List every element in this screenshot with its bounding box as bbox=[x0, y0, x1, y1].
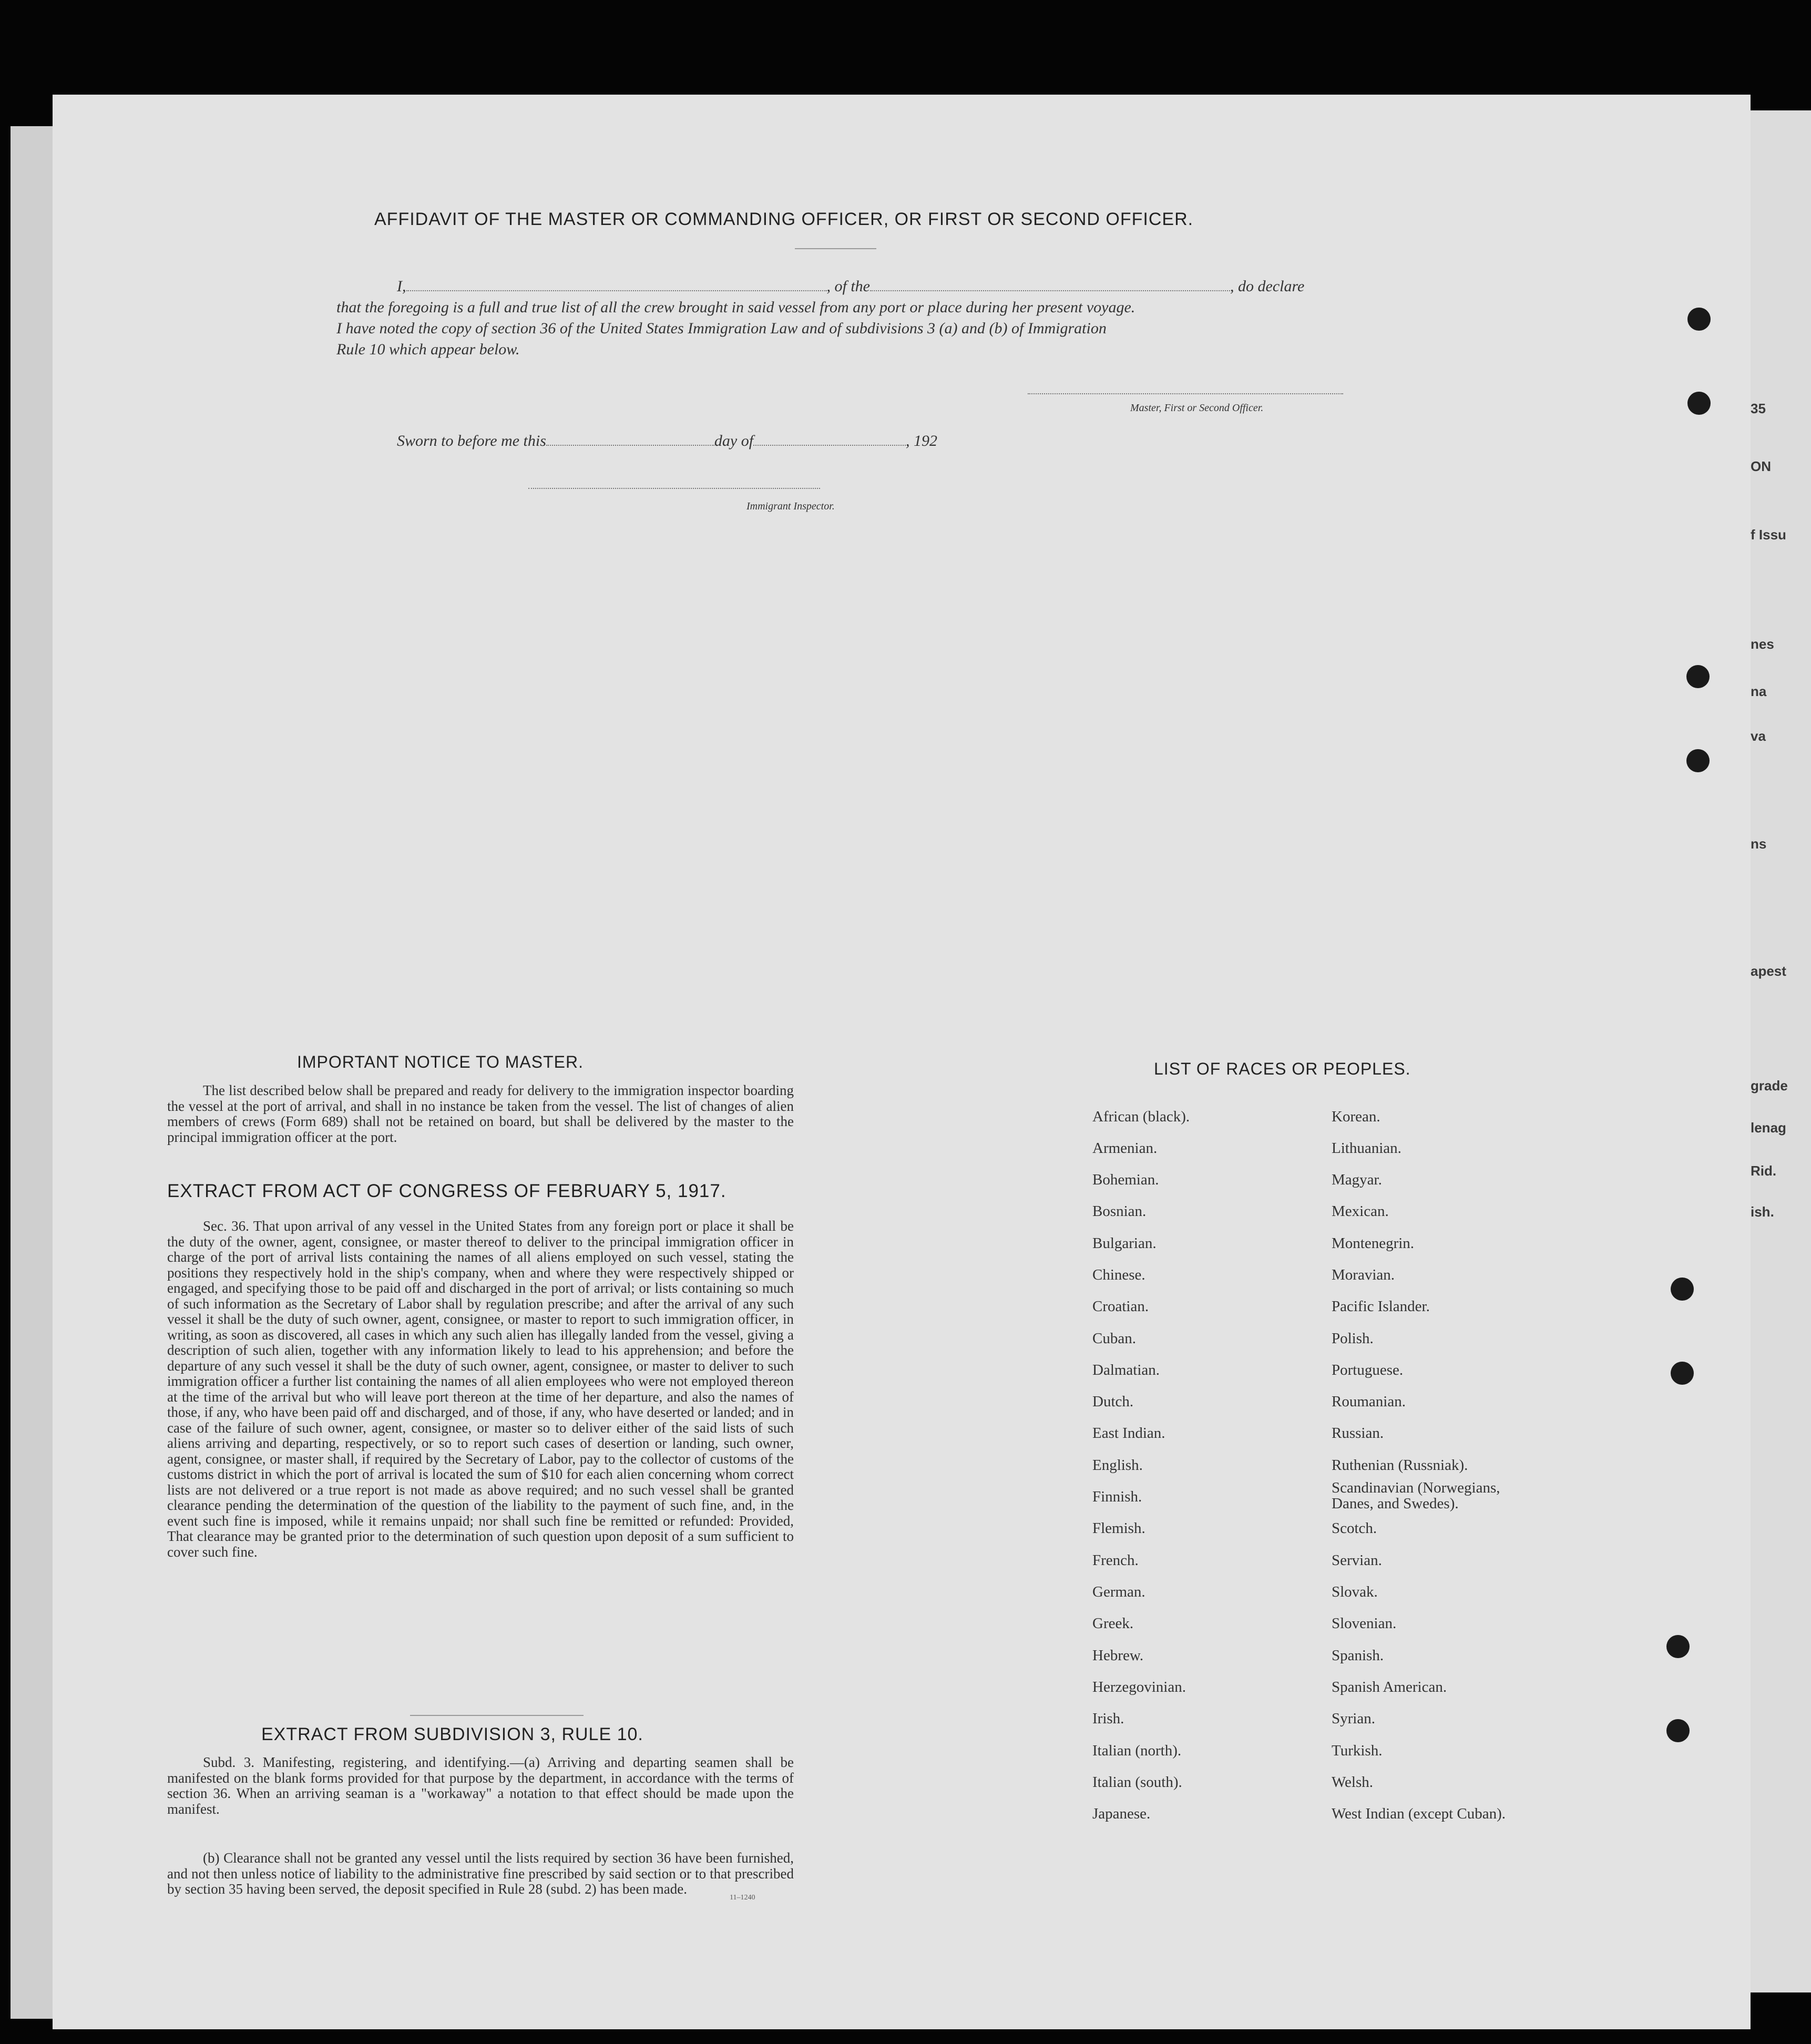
race-item: Spanish. bbox=[1332, 1647, 1384, 1664]
divider bbox=[795, 248, 876, 249]
affidavit-declare: , do declare bbox=[1230, 278, 1305, 295]
underlying-text: ns bbox=[1751, 836, 1767, 852]
left-underlying-sheet bbox=[11, 126, 55, 2019]
race-item: East Indian. bbox=[1092, 1425, 1165, 1442]
form-code: 11–1240 bbox=[730, 1894, 755, 1902]
divider bbox=[410, 1715, 584, 1716]
notice-title: IMPORTANT NOTICE TO MASTER. bbox=[297, 1052, 584, 1071]
race-item: Polish. bbox=[1332, 1330, 1374, 1347]
race-item: African (black). bbox=[1092, 1108, 1190, 1125]
underlying-text: 35 bbox=[1751, 401, 1766, 416]
affidavit-i: I, bbox=[397, 278, 406, 295]
race-item: Montenegrin. bbox=[1332, 1235, 1415, 1252]
punch-hole bbox=[1686, 665, 1710, 688]
race-item: Spanish American. bbox=[1332, 1679, 1447, 1695]
race-item: German. bbox=[1092, 1583, 1145, 1600]
race-item: Bohemian. bbox=[1092, 1171, 1159, 1188]
notice-text: The list described below shall be prepared and ready for delivery to the immigration inspector boarding the vessel at the port of arrival, and shall in no instance be taken from the vessel. The list of changes of alien members of crews (Form 689) shall not be retained on board, but shall be delivered by the master to the principal immigration officer at the port. bbox=[167, 1082, 794, 1145]
affidavit-line3: I have noted the copy of section 36 of the United States Immigration Law and of subdivisions 3 (a) and (b) of Immigration bbox=[336, 320, 1107, 337]
inspector-signature-line[interactable] bbox=[528, 488, 820, 489]
race-item: Servian. bbox=[1332, 1552, 1382, 1569]
underlying-text: Rid. bbox=[1751, 1163, 1777, 1179]
race-item: Portuguese. bbox=[1332, 1362, 1404, 1378]
underlying-text: grade bbox=[1751, 1078, 1788, 1093]
underlying-text: va bbox=[1751, 728, 1766, 744]
race-item: Irish. bbox=[1092, 1710, 1124, 1727]
race-item: Croatian. bbox=[1092, 1298, 1149, 1315]
extract-rule-text-a: Subd. 3. Manifesting, registering, and identifying.—(a) Arriving and departing seamen shall be manifested on the blank forms provided for that purpose by the department, in accordance with the terms of section 36. When an arriving seaman is a "workaway" a notation to that effect should be made upon the manifest. bbox=[167, 1754, 794, 1817]
race-item: Syrian. bbox=[1332, 1710, 1375, 1727]
race-item: Cuban. bbox=[1092, 1330, 1136, 1347]
punch-hole bbox=[1666, 1719, 1690, 1742]
punch-hole bbox=[1671, 1362, 1694, 1385]
affidavit-line1 bbox=[397, 278, 1304, 295]
race-item: Bosnian. bbox=[1092, 1203, 1147, 1220]
race-item: Slovenian. bbox=[1332, 1615, 1397, 1632]
affidavit-title: AFFIDAVIT OF THE MASTER OR COMMANDING OFFICER, OR FIRST OR SECOND OFFICER. bbox=[374, 209, 1194, 229]
race-item: Slovak. bbox=[1332, 1583, 1378, 1600]
race-item: Lithuanian. bbox=[1332, 1140, 1401, 1157]
sworn-line bbox=[397, 432, 937, 450]
underlying-text: lenag bbox=[1751, 1120, 1786, 1136]
race-item: Scandinavian (Norwegians, Danes, and Swedes). bbox=[1332, 1479, 1500, 1512]
race-item: French. bbox=[1092, 1552, 1139, 1569]
race-item: Magyar. bbox=[1332, 1171, 1382, 1188]
day-blank[interactable] bbox=[546, 445, 714, 446]
extract-rule-text-b: (b) Clearance shall not be granted any vessel until the lists required by section 36 have been furnished, and not then unless notice of liability to the administrative fine prescribed by said section or to that prescribed by section 35 having been served, the deposit specified in Rule 28 (subd. 2) has been made. bbox=[167, 1850, 794, 1897]
underlying-text: ON bbox=[1751, 458, 1771, 474]
race-item: Japanese. bbox=[1092, 1805, 1151, 1822]
race-item: Italian (north). bbox=[1092, 1742, 1182, 1759]
punch-hole bbox=[1687, 392, 1711, 415]
race-item: Dalmatian. bbox=[1092, 1362, 1160, 1378]
underlying-text: ish. bbox=[1751, 1204, 1774, 1220]
race-item: Roumanian. bbox=[1332, 1393, 1406, 1410]
name-blank[interactable] bbox=[406, 290, 827, 291]
affidavit-line2: that the foregoing is a full and true list of all the crew brought in said vessel from any port or place during her present voyage. bbox=[336, 299, 1135, 316]
punch-hole bbox=[1686, 749, 1710, 772]
race-item: Ruthenian (Russniak). bbox=[1332, 1457, 1468, 1474]
extract-rule-title: EXTRACT FROM SUBDIVISION 3, RULE 10. bbox=[261, 1724, 643, 1744]
month-blank[interactable] bbox=[753, 445, 906, 446]
race-item: Mexican. bbox=[1332, 1203, 1389, 1220]
race-item: West Indian (except Cuban). bbox=[1332, 1805, 1506, 1822]
race-item: Herzegovinian. bbox=[1092, 1679, 1186, 1695]
race-item: Finnish. bbox=[1092, 1488, 1142, 1505]
race-item: Flemish. bbox=[1092, 1520, 1145, 1537]
vessel-blank[interactable] bbox=[870, 290, 1230, 291]
race-item: Korean. bbox=[1332, 1108, 1380, 1125]
master-label: Master, First or Second Officer. bbox=[1130, 402, 1264, 414]
race-item: Turkish. bbox=[1332, 1742, 1383, 1759]
underlying-text: f Issu bbox=[1751, 527, 1786, 543]
race-item: Chinese. bbox=[1092, 1266, 1145, 1283]
race-item: Pacific Islander. bbox=[1332, 1298, 1430, 1315]
race-item: English. bbox=[1092, 1457, 1143, 1474]
affidavit-of: , of the bbox=[826, 278, 870, 295]
race-item: Scotch. bbox=[1332, 1520, 1377, 1537]
affidavit-line4: Rule 10 which appear below. bbox=[336, 341, 520, 358]
race-item: Italian (south). bbox=[1092, 1774, 1182, 1791]
extract-act-text: Sec. 36. That upon arrival of any vessel in the United States from any foreign port or place it shall be the duty of the owner, agent, consignee, or master thereof to deliver to the principal immigration officer in charge of the port of arrival lists containing the names of all aliens employed on such vessel, stating the positions they respectively hold in the ship's company, when and where they were respectively shipped or engaged, and specifying those to be paid off and discharged in the port of arrival; or lists containing so much of such information as the Secretary of Labor shall by regulation prescribe; and after the arrival of any such vessel it shall be the duty of such owner, agent, consignee, or master to report to such immigration officer, in writing, as soon as discovered, all cases in which any such alien has illegally landed from the vessel, giving a description of such alien, together with any information likely to lead to his apprehension; and before the departure of any such vessel it shall be the duty of such owner, agent, consignee, or master to deliver to such immigration officer a further list containing the names of all alien employees who were not employed thereon at the time of the arrival but who will leave port thereon at the time of her departure, and also the names of those, if any, who have been paid off and discharged, and of those, if any, who have deserted or landed; and in case of the failure of such owner, agent, consignee, or master so to deliver either of the said lists of such aliens arriving and departing, respectively, or so to report such cases of desertion or landing, such owner, agent, consignee, or master shall, if required by the Secretary of Labor, pay to the collector of customs of the customs district in which the port of arrival is located the sum of $10 for each alien concerning whom correct lists are not delivered or a true report is not made as above required; and no such vessel shall be granted clearance pending the determination of the question of the liability to the payment of such fine, and, in the event such fine is imposed, while it remains unpaid; nor shall such fine be remitted or refunded: Provided, That clearance may be granted prior to the determination of such question upon deposit of a sum sufficient to cover such fine. bbox=[167, 1218, 794, 1560]
sworn-prefix: Sworn to before me this bbox=[397, 432, 546, 449]
punch-hole bbox=[1666, 1635, 1690, 1658]
race-item: Hebrew. bbox=[1092, 1647, 1144, 1664]
sworn-year: , 192 bbox=[906, 432, 938, 449]
underlying-text: nes bbox=[1751, 636, 1774, 652]
underlying-text: na bbox=[1751, 683, 1767, 699]
master-signature-line[interactable] bbox=[1028, 393, 1343, 394]
races-title: LIST OF RACES OR PEOPLES. bbox=[1154, 1059, 1411, 1078]
race-item: Welsh. bbox=[1332, 1774, 1374, 1791]
race-item: Dutch. bbox=[1092, 1393, 1134, 1410]
race-item: Russian. bbox=[1332, 1425, 1384, 1442]
race-item: Moravian. bbox=[1332, 1266, 1395, 1283]
inspector-label: Immigrant Inspector. bbox=[746, 500, 835, 512]
race-item: Armenian. bbox=[1092, 1140, 1158, 1157]
extract-act-title: EXTRACT FROM ACT OF CONGRESS OF FEBRUARY 5, 1917. bbox=[167, 1181, 727, 1201]
sworn-day: day of bbox=[714, 432, 754, 449]
race-item: Bulgarian. bbox=[1092, 1235, 1157, 1252]
punch-hole bbox=[1671, 1278, 1694, 1301]
underlying-text: apest bbox=[1751, 963, 1786, 979]
race-item: Greek. bbox=[1092, 1615, 1134, 1632]
punch-hole bbox=[1687, 308, 1711, 331]
